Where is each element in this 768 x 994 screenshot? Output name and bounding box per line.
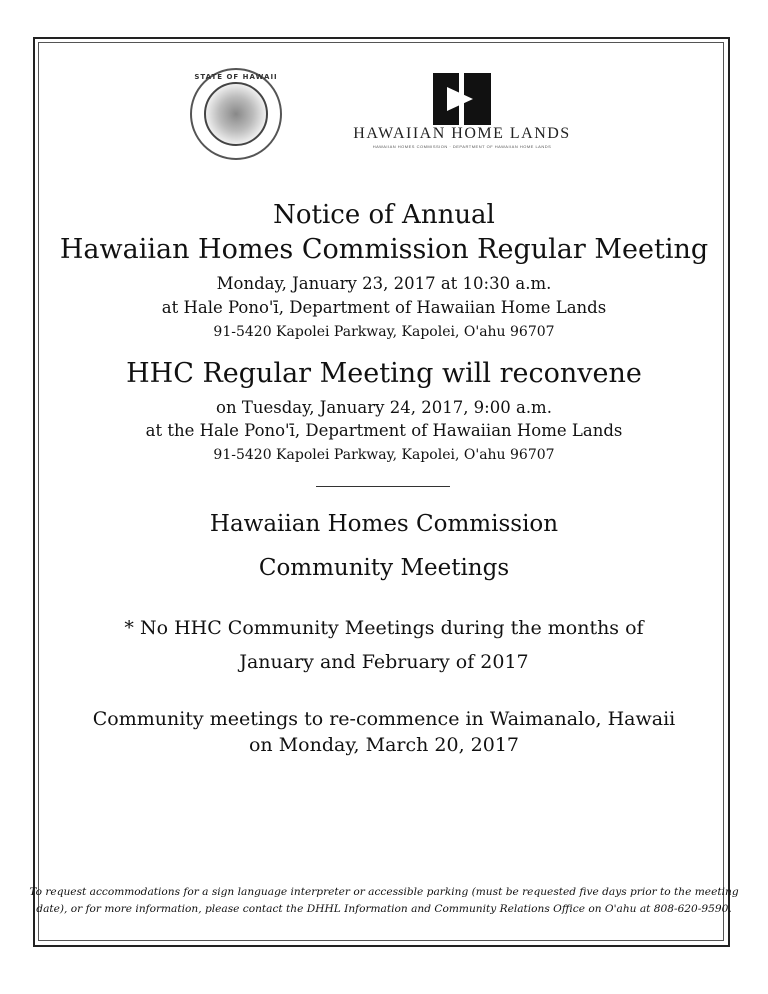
hawaiian-home-lands-logo-icon	[433, 73, 491, 125]
reconvene-location: at the Hale Pono'ī, Department of Hawaiian Home Lands	[145, 421, 623, 440]
regular-meeting-location: at Hale Pono'ī, Department of Hawaiian Home Lands	[161, 298, 607, 317]
community-title-line1: Hawaiian Homes Commission	[209, 511, 559, 537]
state-of-hawaii-seal-icon	[190, 68, 282, 160]
seal-ring-text: STATE OF HAWAII	[194, 73, 278, 81]
section-divider	[316, 486, 450, 487]
logo-title: HAWAIIAN HOME LANDS	[353, 125, 571, 142]
footer-line2: date), or for more information, please contact the DHHL Information and Community Relations Office on O'ahu at 808-620-9590.	[36, 903, 732, 915]
community-notice-line1: * No HHC Community Meetings during the months of	[124, 617, 644, 639]
reconvene-title: HHC Regular Meeting will reconvene	[126, 358, 642, 389]
page-border-inner	[38, 42, 724, 941]
notice-title: Notice of Annual	[273, 200, 495, 230]
community-title-line2: Community Meetings	[258, 555, 510, 581]
regular-meeting-datetime: Monday, January 23, 2017 at 10:30 a.m.	[216, 274, 552, 293]
logo-arrow-icon	[447, 87, 473, 111]
footer-line1: To request accommodations for a sign language interpreter or accessible parking (must be requested five days prior to the meeting	[29, 886, 739, 898]
reconvene-address: 91-5420 Kapolei Parkway, Kapolei, O'ahu 96707	[213, 447, 555, 463]
reconvene-datetime: on Tuesday, January 24, 2017, 9:00 a.m.	[216, 398, 552, 417]
recommence-line2: on Monday, March 20, 2017	[248, 734, 520, 756]
recommence-line1: Community meetings to re-commence in Waimanalo, Hawaii	[92, 708, 676, 730]
regular-meeting-address: 91-5420 Kapolei Parkway, Kapolei, O'ahu 96707	[213, 324, 555, 340]
seal-emblem	[204, 82, 268, 146]
community-notice-line2: January and February of 2017	[239, 651, 529, 673]
logo-subtitle: HAWAIIAN HOMES COMMISSION · DEPARTMENT OF HAWAIIAN HOME LANDS	[372, 144, 552, 149]
regular-meeting-title: Hawaiian Homes Commission Regular Meeting	[59, 234, 709, 265]
